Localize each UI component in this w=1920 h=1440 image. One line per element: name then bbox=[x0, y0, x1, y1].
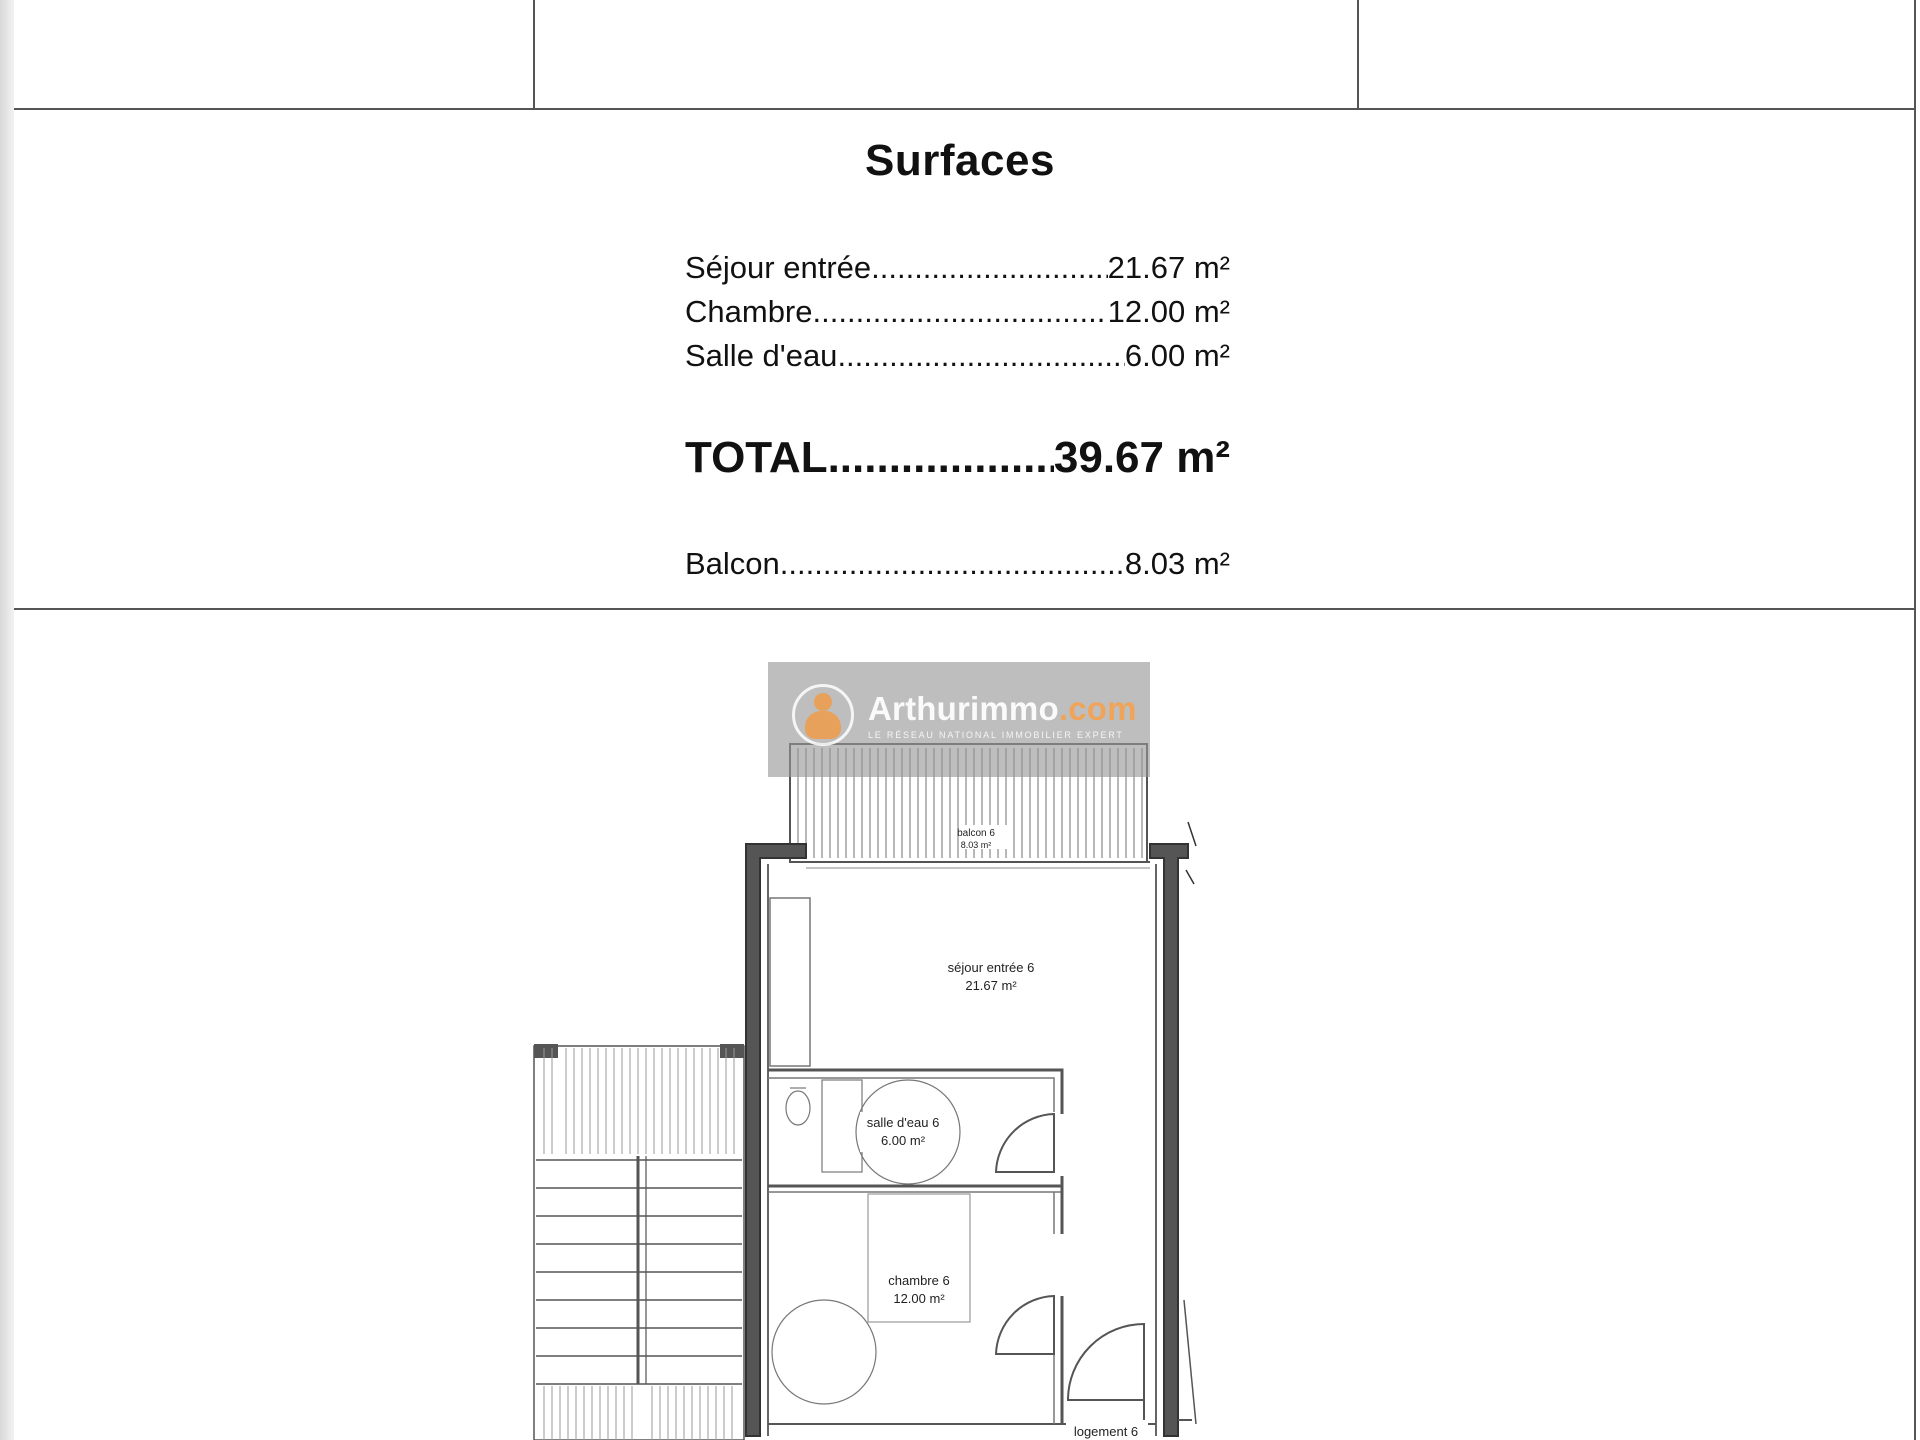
room-label-salle-deau: salle d'eau 6 bbox=[866, 1115, 940, 1130]
entry-door-swing-icon bbox=[1068, 1324, 1144, 1400]
surface-label: Balcon bbox=[685, 546, 780, 581]
surface-value: 21.67 m² bbox=[1107, 250, 1230, 285]
surface-value: 6.00 m² bbox=[1124, 338, 1230, 373]
watermark-brand: Arthurimmo bbox=[868, 690, 1059, 727]
bedroom-fixtures bbox=[772, 1194, 1144, 1424]
turning-circle-icon bbox=[772, 1300, 876, 1404]
watermark-suffix: .com bbox=[1058, 690, 1137, 727]
kitchen-counter bbox=[770, 898, 810, 1066]
unit-label bbox=[1066, 1420, 1148, 1440]
watermark-tagline: LE RÉSEAU NATIONAL IMMOBILIER EXPERT bbox=[868, 730, 1124, 740]
room-area-balcon: 8.03 m² bbox=[960, 840, 992, 850]
room-area-salle-deau: 6.00 m² bbox=[880, 1133, 926, 1148]
door-swing-icon bbox=[996, 1114, 1054, 1172]
surfaces-title: Surfaces bbox=[865, 136, 1055, 185]
room-label-sejour: séjour entrée 6 bbox=[947, 960, 1035, 975]
room-area-chambre: 12.00 m² bbox=[893, 1291, 945, 1306]
surface-value: 8.03 m² bbox=[1124, 546, 1230, 581]
arthurimmo-watermark bbox=[768, 662, 1150, 777]
door-swing-icon bbox=[996, 1296, 1054, 1354]
surface-value: 12.00 m² bbox=[1107, 294, 1230, 329]
total-value: 39.67 m² bbox=[1053, 433, 1230, 482]
surface-label: Salle d'eau bbox=[685, 338, 838, 373]
room-label-chambre: chambre 6 bbox=[888, 1273, 950, 1288]
living-room bbox=[948, 960, 1035, 993]
surface-label: Séjour entrée bbox=[685, 250, 872, 285]
watermark-name bbox=[868, 690, 1137, 728]
toilet-icon bbox=[786, 1091, 810, 1125]
room-area-sejour: 21.67 m² bbox=[965, 978, 1017, 993]
stairwell bbox=[534, 1044, 744, 1440]
bathroom-fixtures bbox=[786, 1080, 1054, 1184]
arthurimmo-logo-icon bbox=[792, 684, 854, 746]
total-label: TOTAL bbox=[685, 433, 828, 482]
surface-label: Chambre bbox=[685, 294, 813, 329]
room-label-balcon: balcon 6 bbox=[957, 828, 995, 839]
unit-label-text: logement 6 bbox=[1073, 1424, 1139, 1439]
